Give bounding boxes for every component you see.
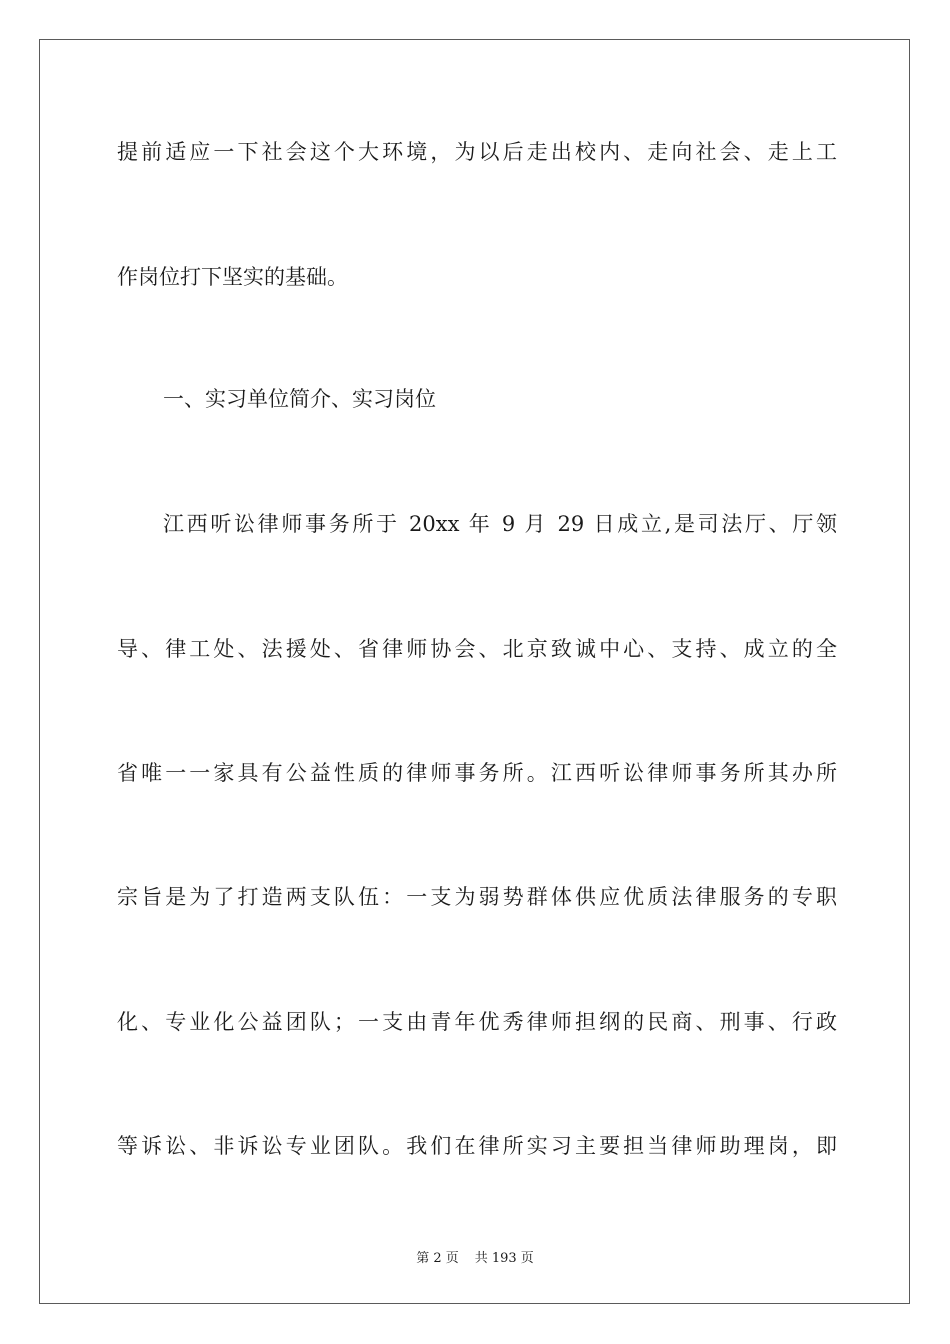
body-line: 省唯一一家具有公益性质的律师事务所。江西听讼律师事务所其办所 [117,761,837,785]
page-footer [0,1247,950,1266]
body-line: 宗旨是为了打造两支队伍：一支为弱势群体供应优质法律服务的专职 [117,885,837,909]
page-total: 共 193 页 [474,1251,534,1266]
body-line: 化、专业化公益团队；一支由青年优秀律师担纲的民商、刑事、行政 [117,1010,837,1034]
page-frame [39,39,910,1304]
page-number: 第 2 页 [416,1251,459,1266]
body-line: 作岗位打下坚实的基础。 [117,265,348,289]
body-line: 等诉讼、非诉讼专业团队。我们在律所实习主要担当律师助理岗，即 [117,1134,837,1158]
section-heading: 一、实习单位简介、实习岗位 [163,387,436,411]
body-line: 导、律工处、法援处、省律师协会、北京致诚中心、支持、成立的全 [117,637,837,661]
body-line: 江西听讼律师事务所于 20xx 年 9 月 29 日成立,是司法厅、厅领 [163,512,837,536]
body-line: 提前适应一下社会这个大环境，为以后走出校内、走向社会、走上工 [117,140,837,164]
